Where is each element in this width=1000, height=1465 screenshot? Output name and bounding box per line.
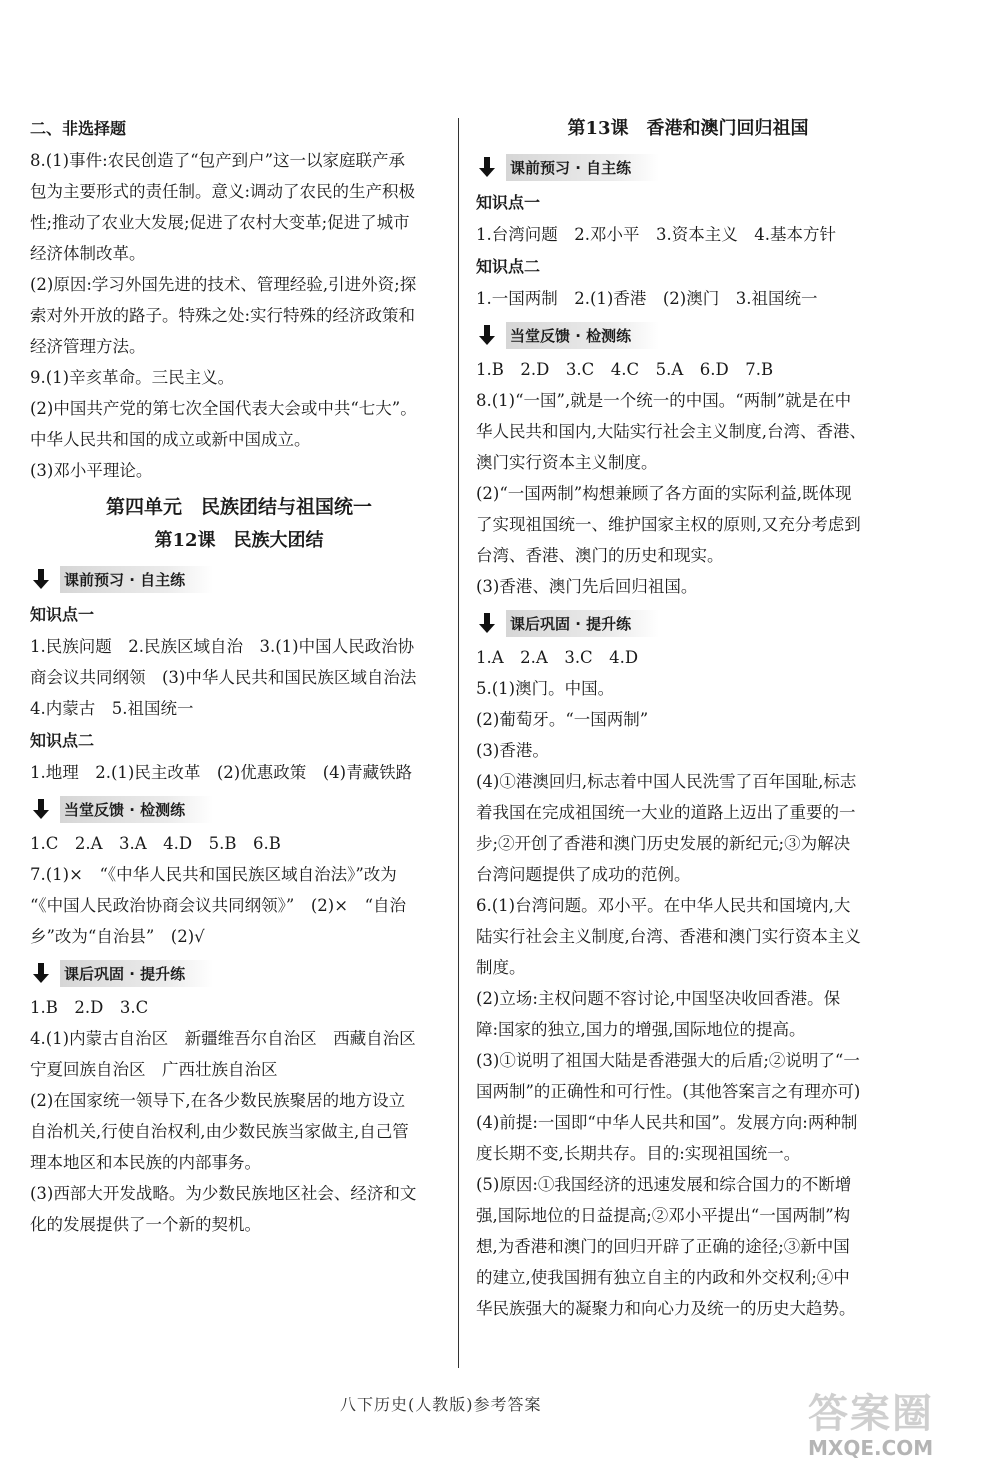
- answer-line: 宁夏回族自治区 广西壮族自治区: [30, 1060, 278, 1079]
- answer-line: 1.B 2.D 3.C 4.C 5.A 6.D 7.B: [476, 360, 774, 379]
- answer-line: (3)西部大开发战略。为少数民族地区社会、经济和文: [30, 1184, 417, 1203]
- left-column: [30, 112, 448, 1240]
- answer-line: 陆实行社会主义制度,台湾、香港和澳门实行资本主义: [476, 927, 861, 946]
- answer-line: 澳门实行资本主义制度。: [476, 453, 658, 472]
- section-header-consolidate: [476, 608, 900, 638]
- answer-line: 华民族强大的凝聚力和向心力及统一的历史大趋势。: [476, 1299, 856, 1318]
- knowledge-point-1-title: 知识点一: [476, 193, 541, 212]
- answer-line: 化的发展提供了一个新的契机。: [30, 1215, 261, 1234]
- answer-line: (2)立场:主权问题不容讨论,中国坚决收回香港。保: [476, 989, 841, 1008]
- section-header-preview: [476, 152, 900, 182]
- knowledge-point-2-title: 知识点二: [476, 257, 541, 276]
- answer-line: 台湾问题提供了成功的范例。: [476, 865, 691, 884]
- answer-line: (4)①港澳回归,标志着中国人民洗雪了百年国耻,标志: [476, 772, 857, 791]
- q8-answer: [30, 145, 448, 362]
- answer-line: (3)香港、澳门先后回归祖国。: [476, 577, 698, 596]
- section-header-feedback: [476, 320, 900, 350]
- lesson-13-title: 第13课 香港和澳门回归祖国: [567, 118, 809, 139]
- answer-line: 乡”改为“自治县” (2)√: [30, 927, 205, 946]
- answer-line: 8.(1)事件:农民创造了“包产到户”这一以家庭联产承: [30, 151, 406, 170]
- answer-line: 5.(1)澳门。中国。: [476, 679, 615, 698]
- section-label: 课前预习 · 自主练: [60, 566, 213, 593]
- down-arrow-icon: [476, 612, 498, 634]
- answer-line: 性;推动了农业大发展;促进了农村大变革;促进了城市: [30, 213, 410, 232]
- answer-line: 4.内蒙古 5.祖国统一: [30, 699, 194, 718]
- answer-line: 1.台湾问题 2.邓小平 3.资本主义 4.基本方针: [476, 225, 836, 244]
- answer-line: 索对外开放的路子。特殊之处:实行特殊的经济政策和: [30, 306, 416, 325]
- answer-line: 6.(1)台湾问题。邓小平。在中华人民共和国境内,大: [476, 896, 851, 915]
- answer-line: 台湾、香港、澳门的历史和现实。: [476, 546, 724, 565]
- answer-line: 经济管理方法。: [30, 337, 146, 356]
- watermark-logo-text: 答案圈: [808, 1391, 934, 1437]
- answer-line: (2)中国共产党的第七次全国代表大会或中共“七大”。: [30, 399, 417, 418]
- section-label: 课后巩固 · 提升练: [506, 610, 659, 637]
- answer-line: 制度。: [476, 958, 526, 977]
- down-arrow-icon: [30, 962, 52, 984]
- down-arrow-icon: [30, 568, 52, 590]
- section-title-non-choice: 二、非选择题: [30, 119, 127, 138]
- section-header-feedback: [30, 794, 448, 824]
- answer-line: 理本地区和本民族的内部事务。: [30, 1153, 261, 1172]
- column-divider: [458, 118, 459, 1368]
- answer-line: (2)原因:学习外国先进的技术、管理经验,引进外资;探: [30, 275, 417, 294]
- watermark-logo: [808, 1392, 998, 1464]
- knowledge-point-1-title: 知识点一: [30, 605, 95, 624]
- knowledge-point-2-title: 知识点二: [30, 731, 95, 750]
- answer-line: 的建立,使我国拥有独立自主的内政和外交权利;④中: [476, 1268, 850, 1287]
- answer-line: 商会议共同纲领 (3)中华人民共和国民族区域自治法: [30, 668, 417, 687]
- answer-line: 步;②开创了香港和澳门历史发展的新纪元;③为解决: [476, 834, 851, 853]
- answer-line: 1.一国两制 2.(1)香港 (2)澳门 3.祖国统一: [476, 289, 818, 308]
- right-column: [476, 112, 900, 1324]
- answer-line: 了实现祖国统一、维护国家主权的原则,又充分考虑到: [476, 515, 861, 534]
- answer-line: 1.民族问题 2.民族区域自治 3.(1)中国人民政治协: [30, 637, 415, 656]
- answer-line: (3)①说明了祖国大陆是香港强大的后盾;②说明了“一: [476, 1051, 860, 1070]
- page-footer: 八下历史(人教版)参考答案: [340, 1395, 542, 1414]
- answer-line: 着我国在完成祖国统一大业的道路上迈出了重要的一: [476, 803, 856, 822]
- answer-line: 障:国家的独立,国力的增强,国际地位的提高。: [476, 1020, 806, 1039]
- answer-line: 中华人民共和国的成立或新中国成立。: [30, 430, 311, 449]
- answer-line: 1.地理 2.(1)民主改革 (2)优惠政策 (4)青藏铁路: [30, 763, 413, 782]
- answer-line: “《中国人民政治协商会议共同纲领》” (2)× “自治: [30, 896, 407, 915]
- answer-line: 7.(1)× “《中华人民共和国民族区域自治法》”改为: [30, 865, 397, 884]
- unit-title: 第四单元 民族团结与祖国统一: [105, 496, 372, 518]
- section-label: 课前预习 · 自主练: [506, 154, 659, 181]
- answer-line: 华人民共和国内,大陆实行社会主义制度,台湾、香港、: [476, 422, 866, 441]
- section-label: 当堂反馈 · 检测练: [506, 322, 659, 349]
- answer-line: (2)“一国两制”构想兼顾了各方面的实际利益,既体现: [476, 484, 852, 503]
- answer-line: 1.A 2.A 3.C 4.D: [476, 648, 639, 667]
- answer-line: 8.(1)“一国”,就是一个统一的中国。“两制”就是在中: [476, 391, 852, 410]
- answer-line: 包为主要形式的责任制。意义:调动了农民的生产积极: [30, 182, 416, 201]
- answer-line: 4.(1)内蒙古自治区 新疆维吾尔自治区 西藏自治区: [30, 1029, 416, 1048]
- answer-line: 度长期不变,长期共存。目的:实现祖国统一。: [476, 1144, 801, 1163]
- answer-line: 自治机关,行使自治权利,由少数民族当家做主,自己管: [30, 1122, 409, 1141]
- answer-line: 想,为香港和澳门的回归开辟了正确的途径;③新中国: [476, 1237, 850, 1256]
- answer-line: (2)在国家统一领导下,在各少数民族聚居的地方设立: [30, 1091, 406, 1110]
- answer-line: 强,国际地位的日益提高;②邓小平提出“一国两制”构: [476, 1206, 851, 1225]
- answer-line: 1.B 2.D 3.C: [30, 998, 149, 1017]
- section-label: 当堂反馈 · 检测练: [60, 796, 213, 823]
- answer-line: (3)香港。: [476, 741, 549, 760]
- down-arrow-icon: [476, 156, 498, 178]
- down-arrow-icon: [476, 324, 498, 346]
- section-label: 课后巩固 · 提升练: [60, 960, 213, 987]
- answer-line: (2)葡萄牙。“一国两制”: [476, 710, 649, 729]
- answer-line: (3)邓小平理论。: [30, 461, 153, 480]
- watermark-url: MXQE.COM: [808, 1436, 934, 1460]
- answer-line: (4)前提:一国即“中华人民共和国”。发展方向:两种制: [476, 1113, 858, 1132]
- answer-line: 1.C 2.A 3.A 4.D 5.B 6.B: [30, 834, 281, 853]
- answer-line: 经济体制改革。: [30, 244, 146, 263]
- section-header-preview: [30, 564, 448, 594]
- down-arrow-icon: [30, 798, 52, 820]
- section-header-consolidate: [30, 958, 448, 988]
- q9-answer: [30, 362, 448, 486]
- lesson-12-title: 第12课 民族大团结: [154, 530, 324, 551]
- answer-line: 9.(1)辛亥革命。三民主义。: [30, 368, 235, 387]
- answer-line: 国两制”的正确性和可行性。(其他答案言之有理亦可): [476, 1082, 861, 1101]
- answer-line: (5)原因:①我国经济的迅速发展和综合国力的不断增: [476, 1175, 852, 1194]
